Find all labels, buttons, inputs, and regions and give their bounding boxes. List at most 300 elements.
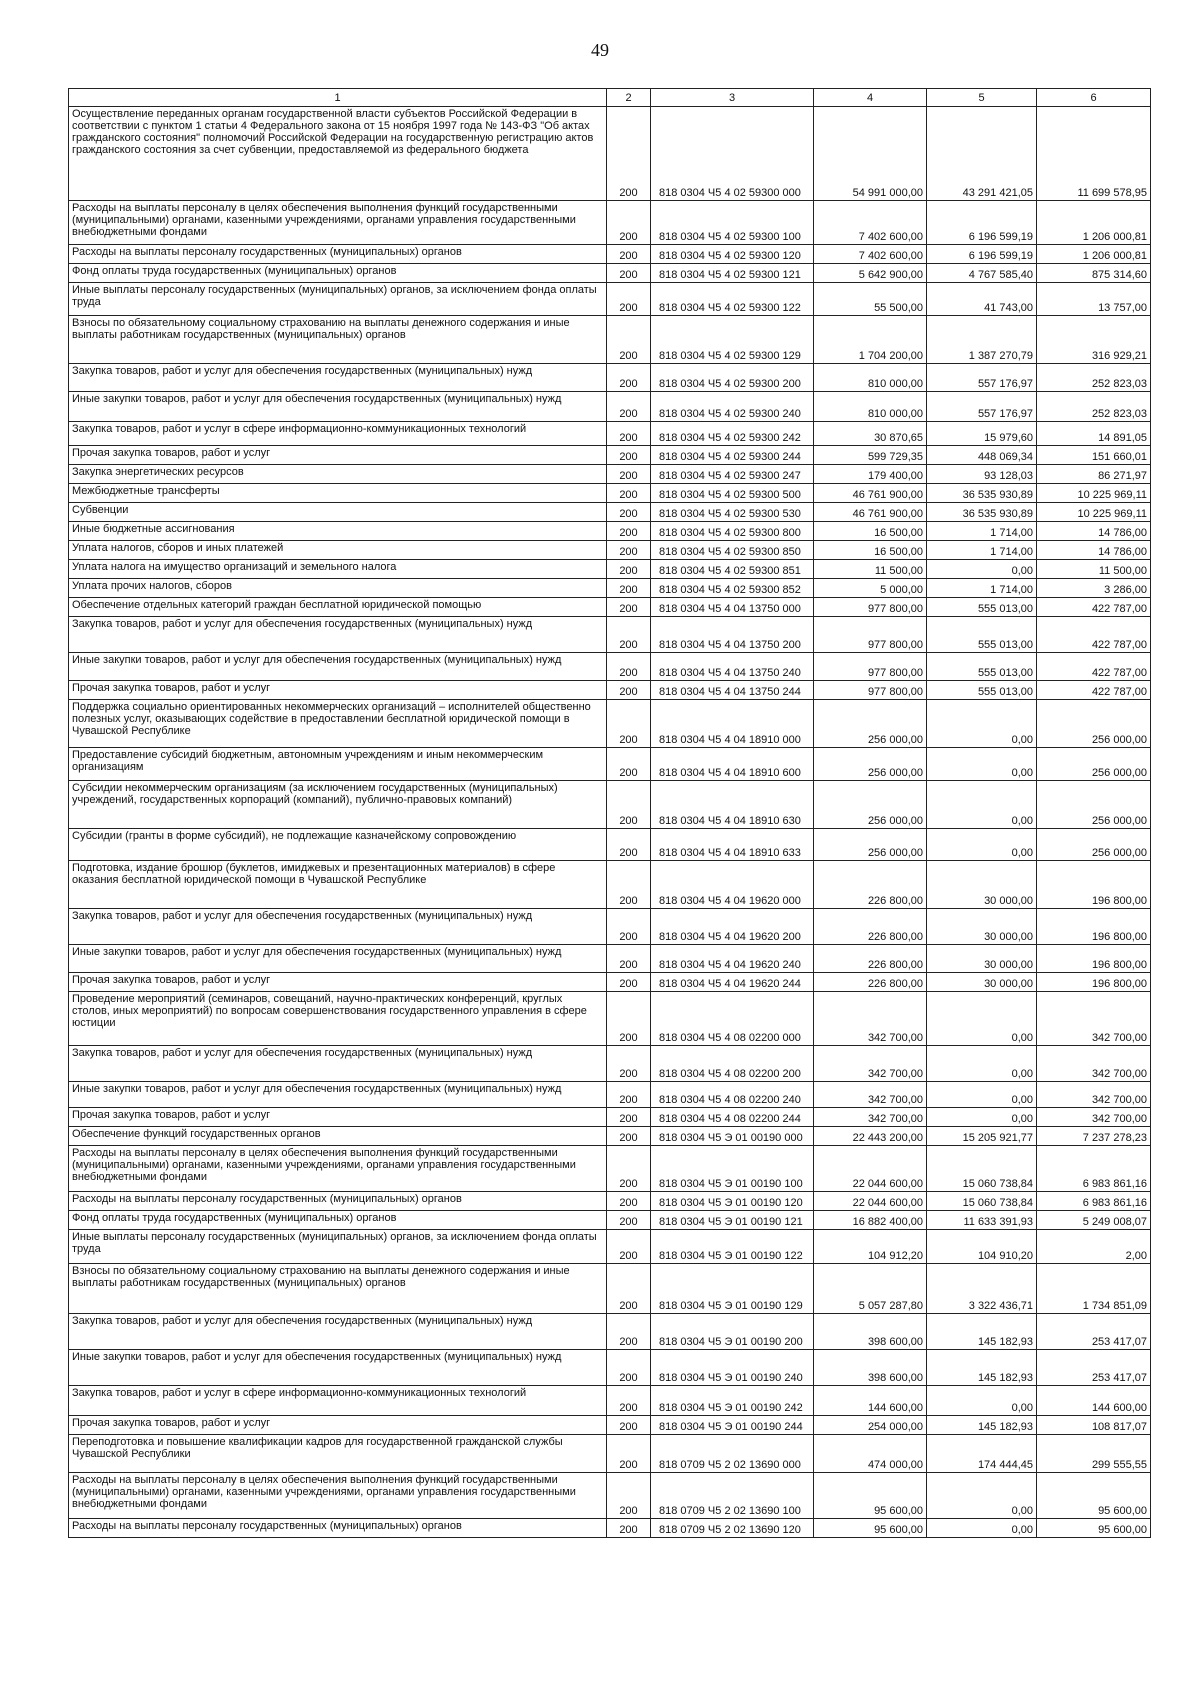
table-row: [69, 392, 1151, 422]
row-code-cell: 200: [607, 829, 651, 861]
row-name-cell: Иные выплаты персоналу государственных (муниципальных) органов, за исключением фонда оплаты труда: [69, 283, 607, 316]
row-code-cell: 200: [607, 617, 651, 653]
row-unexecuted-amount-cell: 196 800,00: [1037, 909, 1151, 945]
table-row: [69, 201, 1151, 245]
row-unexecuted-amount-cell: 14 786,00: [1037, 522, 1151, 541]
row-code-cell: 200: [607, 653, 651, 681]
row-name-cell: Поддержка социально ориентированных некоммерческих организаций – исполнителей общественно полезных услуг, оказывающих содействие в предоставлении бесплатной юридической помощи в Чувашской Республике: [69, 700, 607, 748]
row-executed-amount-cell: 93 128,03: [927, 465, 1037, 484]
row-kbk-cell: 818 0304 Ч5 Э 01 00190 120: [651, 1192, 814, 1211]
row-name-cell: Закупка товаров, работ и услуг для обеспечения государственных (муниципальных) нужд: [69, 364, 607, 392]
row-kbk-cell: 818 0304 Ч5 Э 01 00190 240: [651, 1350, 814, 1386]
row-kbk-cell: 818 0304 Ч5 Э 01 00190 000: [651, 1127, 814, 1146]
row-executed-amount-cell: 4 767 585,40: [927, 264, 1037, 283]
row-kbk-cell: 818 0304 Ч5 4 04 13750 240: [651, 653, 814, 681]
row-approved-amount-cell: 226 800,00: [814, 973, 927, 992]
row-kbk-cell: 818 0304 Ч5 4 08 02200 200: [651, 1046, 814, 1082]
row-code-cell: 200: [607, 364, 651, 392]
table-row: [69, 1264, 1151, 1314]
row-name-cell: Взносы по обязательному социальному страхованию на выплаты денежного содержания и иные выплаты работникам государственных (муниципальных) органов: [69, 316, 607, 364]
row-approved-amount-cell: 144 600,00: [814, 1386, 927, 1416]
row-unexecuted-amount-cell: 108 817,07: [1037, 1416, 1151, 1435]
row-approved-amount-cell: 7 402 600,00: [814, 201, 927, 245]
row-unexecuted-amount-cell: 5 249 008,07: [1037, 1211, 1151, 1230]
row-code-cell: 200: [607, 861, 651, 909]
header-row: [69, 89, 1151, 107]
row-approved-amount-cell: 5 057 287,80: [814, 1264, 927, 1314]
row-executed-amount-cell: 555 013,00: [927, 617, 1037, 653]
row-approved-amount-cell: 95 600,00: [814, 1473, 927, 1519]
row-name-cell: Предоставление субсидий бюджетным, автономным учреждениям и иным некоммерческим организациям: [69, 748, 607, 781]
row-executed-amount-cell: 0,00: [927, 1082, 1037, 1108]
row-code-cell: 200: [607, 748, 651, 781]
row-approved-amount-cell: 16 500,00: [814, 522, 927, 541]
row-approved-amount-cell: 342 700,00: [814, 1108, 927, 1127]
row-name-cell: Фонд оплаты труда государственных (муниципальных) органов: [69, 1211, 607, 1230]
row-kbk-cell: 818 0304 Ч5 4 04 13750 244: [651, 681, 814, 700]
row-code-cell: 200: [607, 446, 651, 465]
row-unexecuted-amount-cell: 256 000,00: [1037, 748, 1151, 781]
row-code-cell: 200: [607, 201, 651, 245]
row-kbk-cell: 818 0304 Ч5 4 02 59300 100: [651, 201, 814, 245]
row-unexecuted-amount-cell: 422 787,00: [1037, 653, 1151, 681]
row-code-cell: 200: [607, 579, 651, 598]
row-unexecuted-amount-cell: 11 500,00: [1037, 560, 1151, 579]
row-code-cell: 200: [607, 522, 651, 541]
row-name-cell: Прочая закупка товаров, работ и услуг: [69, 973, 607, 992]
row-code-cell: 200: [607, 945, 651, 973]
row-code-cell: 200: [607, 316, 651, 364]
row-unexecuted-amount-cell: 1 206 000,81: [1037, 201, 1151, 245]
row-approved-amount-cell: 254 000,00: [814, 1416, 927, 1435]
row-unexecuted-amount-cell: 2,00: [1037, 1230, 1151, 1264]
table-row: [69, 1146, 1151, 1192]
row-executed-amount-cell: 15 060 738,84: [927, 1146, 1037, 1192]
row-kbk-cell: 818 0304 Ч5 4 04 19620 240: [651, 945, 814, 973]
row-executed-amount-cell: 36 535 930,89: [927, 503, 1037, 522]
table-row: [69, 909, 1151, 945]
table-row: [69, 1519, 1151, 1538]
row-executed-amount-cell: 6 196 599,19: [927, 201, 1037, 245]
row-code-cell: 200: [607, 1350, 651, 1386]
row-approved-amount-cell: 256 000,00: [814, 748, 927, 781]
row-approved-amount-cell: 398 600,00: [814, 1314, 927, 1350]
row-name-cell: Расходы на выплаты персоналу государственных (муниципальных) органов: [69, 1519, 607, 1538]
row-name-cell: Закупка товаров, работ и услуг для обеспечения государственных (муниципальных) нужд: [69, 909, 607, 945]
row-unexecuted-amount-cell: 252 823,03: [1037, 364, 1151, 392]
row-approved-amount-cell: 16 882 400,00: [814, 1211, 927, 1230]
row-name-cell: Субсидии некоммерческим организациям (за исключением государственных (муниципальных) учреждений, государственных корпораций (компаний), публично-правовых компаний): [69, 781, 607, 829]
row-kbk-cell: 818 0304 Ч5 4 04 18910 000: [651, 700, 814, 748]
row-approved-amount-cell: 55 500,00: [814, 283, 927, 316]
row-approved-amount-cell: 226 800,00: [814, 945, 927, 973]
header-cell-3: 3: [651, 89, 814, 107]
table-row: [69, 316, 1151, 364]
row-executed-amount-cell: 30 000,00: [927, 973, 1037, 992]
row-code-cell: 200: [607, 107, 651, 201]
row-name-cell: Уплата прочих налогов, сборов: [69, 579, 607, 598]
row-executed-amount-cell: 0,00: [927, 1108, 1037, 1127]
table-row: [69, 1192, 1151, 1211]
row-unexecuted-amount-cell: 299 555,55: [1037, 1435, 1151, 1473]
row-code-cell: 200: [607, 1435, 651, 1473]
row-approved-amount-cell: 30 870,65: [814, 422, 927, 446]
row-kbk-cell: 818 0304 Ч5 4 04 19620 200: [651, 909, 814, 945]
row-approved-amount-cell: 54 991 000,00: [814, 107, 927, 201]
row-kbk-cell: 818 0709 Ч5 2 02 13690 100: [651, 1473, 814, 1519]
row-kbk-cell: 818 0304 Ч5 4 02 59300 121: [651, 264, 814, 283]
row-code-cell: 200: [607, 392, 651, 422]
row-unexecuted-amount-cell: 95 600,00: [1037, 1473, 1151, 1519]
row-unexecuted-amount-cell: 95 600,00: [1037, 1519, 1151, 1538]
table-body: [69, 107, 1151, 1538]
row-name-cell: Расходы на выплаты персоналу в целях обеспечения выполнения функций государственными (муниципальными) органами, казенными учреждениями, органами управления государственными внебюджетными фондами: [69, 201, 607, 245]
row-kbk-cell: 818 0304 Ч5 Э 01 00190 244: [651, 1416, 814, 1435]
row-name-cell: Прочая закупка товаров, работ и услуг: [69, 446, 607, 465]
row-kbk-cell: 818 0304 Ч5 4 02 59300 129: [651, 316, 814, 364]
header-cell-2: 2: [607, 89, 651, 107]
table-row: [69, 700, 1151, 748]
row-unexecuted-amount-cell: 256 000,00: [1037, 700, 1151, 748]
row-approved-amount-cell: 104 912,20: [814, 1230, 927, 1264]
row-approved-amount-cell: 256 000,00: [814, 781, 927, 829]
row-approved-amount-cell: 1 704 200,00: [814, 316, 927, 364]
table-row: [69, 653, 1151, 681]
table-row: [69, 945, 1151, 973]
table-row: [69, 1314, 1151, 1350]
row-code-cell: 200: [607, 1127, 651, 1146]
row-name-cell: Закупка товаров, работ и услуг для обеспечения государственных (муниципальных) нужд: [69, 617, 607, 653]
row-unexecuted-amount-cell: 875 314,60: [1037, 264, 1151, 283]
row-executed-amount-cell: 3 322 436,71: [927, 1264, 1037, 1314]
row-name-cell: Закупка товаров, работ и услуг в сфере информационно-коммуникационных технологий: [69, 422, 607, 446]
table-row: [69, 1082, 1151, 1108]
header-cell-6: 6: [1037, 89, 1151, 107]
row-code-cell: 200: [607, 992, 651, 1046]
table-row: [69, 1386, 1151, 1416]
row-code-cell: 200: [607, 1046, 651, 1082]
row-kbk-cell: 818 0304 Ч5 4 02 59300 120: [651, 245, 814, 264]
row-executed-amount-cell: 0,00: [927, 560, 1037, 579]
row-approved-amount-cell: 599 729,35: [814, 446, 927, 465]
row-approved-amount-cell: 226 800,00: [814, 909, 927, 945]
table-row: [69, 1211, 1151, 1230]
row-code-cell: 200: [607, 1473, 651, 1519]
row-unexecuted-amount-cell: 256 000,00: [1037, 781, 1151, 829]
row-code-cell: 200: [607, 1192, 651, 1211]
row-executed-amount-cell: 0,00: [927, 700, 1037, 748]
row-code-cell: 200: [607, 1082, 651, 1108]
row-executed-amount-cell: 0,00: [927, 781, 1037, 829]
table-row: [69, 992, 1151, 1046]
row-code-cell: 200: [607, 1519, 651, 1538]
row-kbk-cell: 818 0304 Ч5 4 02 59300 850: [651, 541, 814, 560]
table-row: [69, 522, 1151, 541]
row-executed-amount-cell: 6 196 599,19: [927, 245, 1037, 264]
row-code-cell: 200: [607, 1314, 651, 1350]
row-approved-amount-cell: 256 000,00: [814, 700, 927, 748]
row-code-cell: 200: [607, 465, 651, 484]
row-unexecuted-amount-cell: 1 206 000,81: [1037, 245, 1151, 264]
row-unexecuted-amount-cell: 342 700,00: [1037, 1108, 1151, 1127]
row-kbk-cell: 818 0709 Ч5 2 02 13690 120: [651, 1519, 814, 1538]
row-unexecuted-amount-cell: 342 700,00: [1037, 1046, 1151, 1082]
row-approved-amount-cell: 46 761 900,00: [814, 484, 927, 503]
row-approved-amount-cell: 11 500,00: [814, 560, 927, 579]
row-name-cell: Иные закупки товаров, работ и услуг для обеспечения государственных (муниципальных) нужд: [69, 945, 607, 973]
row-executed-amount-cell: 15 979,60: [927, 422, 1037, 446]
row-name-cell: Расходы на выплаты персоналу государственных (муниципальных) органов: [69, 1192, 607, 1211]
row-kbk-cell: 818 0304 Ч5 Э 01 00190 121: [651, 1211, 814, 1230]
row-unexecuted-amount-cell: 13 757,00: [1037, 283, 1151, 316]
table-row: [69, 1230, 1151, 1264]
row-kbk-cell: 818 0304 Ч5 4 04 18910 630: [651, 781, 814, 829]
row-executed-amount-cell: 555 013,00: [927, 681, 1037, 700]
row-executed-amount-cell: 145 182,93: [927, 1350, 1037, 1386]
row-unexecuted-amount-cell: 10 225 969,11: [1037, 484, 1151, 503]
row-approved-amount-cell: 977 800,00: [814, 598, 927, 617]
table-row: [69, 579, 1151, 598]
row-kbk-cell: 818 0304 Ч5 4 02 59300 852: [651, 579, 814, 598]
row-executed-amount-cell: 0,00: [927, 992, 1037, 1046]
row-kbk-cell: 818 0304 Ч5 4 08 02200 240: [651, 1082, 814, 1108]
row-executed-amount-cell: 448 069,34: [927, 446, 1037, 465]
row-unexecuted-amount-cell: 6 983 861,16: [1037, 1146, 1151, 1192]
row-executed-amount-cell: 1 714,00: [927, 522, 1037, 541]
row-name-cell: Иные выплаты персоналу государственных (муниципальных) органов, за исключением фонда оплаты труда: [69, 1230, 607, 1264]
row-name-cell: Иные бюджетные ассигнования: [69, 522, 607, 541]
row-name-cell: Фонд оплаты труда государственных (муниципальных) органов: [69, 264, 607, 283]
row-executed-amount-cell: 557 176,97: [927, 364, 1037, 392]
row-kbk-cell: 818 0304 Ч5 4 04 13750 000: [651, 598, 814, 617]
table-row: [69, 973, 1151, 992]
row-unexecuted-amount-cell: 256 000,00: [1037, 829, 1151, 861]
row-name-cell: Взносы по обязательному социальному страхованию на выплаты денежного содержания и иные выплаты работникам государственных (муниципальных) органов: [69, 1264, 607, 1314]
table-row: [69, 748, 1151, 781]
header-cell-1: 1: [69, 89, 607, 107]
row-unexecuted-amount-cell: 316 929,21: [1037, 316, 1151, 364]
row-name-cell: Прочая закупка товаров, работ и услуг: [69, 1108, 607, 1127]
row-unexecuted-amount-cell: 422 787,00: [1037, 681, 1151, 700]
row-approved-amount-cell: 5 642 900,00: [814, 264, 927, 283]
row-name-cell: Закупка энергетических ресурсов: [69, 465, 607, 484]
row-name-cell: Расходы на выплаты персоналу в целях обеспечения выполнения функций государственными (муниципальными) органами, казенными учреждениями, органами управления государственными внебюджетными фондами: [69, 1473, 607, 1519]
row-name-cell: Уплата налогов, сборов и иных платежей: [69, 541, 607, 560]
row-executed-amount-cell: 1 714,00: [927, 579, 1037, 598]
row-code-cell: 200: [607, 541, 651, 560]
row-unexecuted-amount-cell: 14 891,05: [1037, 422, 1151, 446]
row-unexecuted-amount-cell: 1 734 851,09: [1037, 1264, 1151, 1314]
row-executed-amount-cell: 0,00: [927, 1473, 1037, 1519]
row-name-cell: Прочая закупка товаров, работ и услуг: [69, 1416, 607, 1435]
row-executed-amount-cell: 555 013,00: [927, 598, 1037, 617]
table-row: [69, 107, 1151, 201]
table-row: [69, 541, 1151, 560]
row-kbk-cell: 818 0304 Ч5 Э 01 00190 100: [651, 1146, 814, 1192]
row-executed-amount-cell: 0,00: [927, 1386, 1037, 1416]
row-code-cell: 200: [607, 973, 651, 992]
table-row: [69, 617, 1151, 653]
table-row: [69, 245, 1151, 264]
row-kbk-cell: 818 0304 Ч5 Э 01 00190 242: [651, 1386, 814, 1416]
row-executed-amount-cell: 30 000,00: [927, 909, 1037, 945]
row-kbk-cell: 818 0709 Ч5 2 02 13690 000: [651, 1435, 814, 1473]
row-unexecuted-amount-cell: 253 417,07: [1037, 1350, 1151, 1386]
row-unexecuted-amount-cell: 7 237 278,23: [1037, 1127, 1151, 1146]
header-cell-5: 5: [927, 89, 1037, 107]
row-name-cell: Проведение мероприятий (семинаров, совещаний, научно-практических конференций, круглых столов, иных мероприятий) по вопросам совершенствования государственного управления в сфере юстиции: [69, 992, 607, 1046]
row-code-cell: 200: [607, 598, 651, 617]
row-unexecuted-amount-cell: 144 600,00: [1037, 1386, 1151, 1416]
table-row: [69, 446, 1151, 465]
table-row: [69, 681, 1151, 700]
row-kbk-cell: 818 0304 Ч5 4 04 19620 244: [651, 973, 814, 992]
row-approved-amount-cell: 810 000,00: [814, 364, 927, 392]
row-name-cell: Расходы на выплаты персоналу в целях обеспечения выполнения функций государственными (муниципальными) органами, казенными учреждениями, органами управления государственными внебюджетными фондами: [69, 1146, 607, 1192]
row-code-cell: 200: [607, 283, 651, 316]
row-approved-amount-cell: 16 500,00: [814, 541, 927, 560]
header-cell-4: 4: [814, 89, 927, 107]
row-approved-amount-cell: 22 044 600,00: [814, 1146, 927, 1192]
row-kbk-cell: 818 0304 Ч5 4 02 59300 000: [651, 107, 814, 201]
row-executed-amount-cell: 11 633 391,93: [927, 1211, 1037, 1230]
table-row: [69, 283, 1151, 316]
row-name-cell: Подготовка, издание брошюр (буклетов, имиджевых и презентационных материалов) в сфере оказания бесплатной юридической помощи в Чувашской Республике: [69, 861, 607, 909]
row-kbk-cell: 818 0304 Ч5 4 02 59300 247: [651, 465, 814, 484]
row-kbk-cell: 818 0304 Ч5 Э 01 00190 122: [651, 1230, 814, 1264]
row-code-cell: 200: [607, 1386, 651, 1416]
row-kbk-cell: 818 0304 Ч5 4 02 59300 200: [651, 364, 814, 392]
table-row: [69, 1416, 1151, 1435]
row-code-cell: 200: [607, 1146, 651, 1192]
row-code-cell: 200: [607, 503, 651, 522]
row-kbk-cell: 818 0304 Ч5 4 04 18910 633: [651, 829, 814, 861]
row-code-cell: 200: [607, 245, 651, 264]
row-code-cell: 200: [607, 781, 651, 829]
row-approved-amount-cell: 226 800,00: [814, 861, 927, 909]
row-kbk-cell: 818 0304 Ч5 4 08 02200 000: [651, 992, 814, 1046]
row-approved-amount-cell: 977 800,00: [814, 681, 927, 700]
row-executed-amount-cell: 555 013,00: [927, 653, 1037, 681]
row-approved-amount-cell: 95 600,00: [814, 1519, 927, 1538]
budget-table-container: [68, 88, 1150, 1538]
row-name-cell: Иные закупки товаров, работ и услуг для обеспечения государственных (муниципальных) нужд: [69, 1082, 607, 1108]
row-unexecuted-amount-cell: 6 983 861,16: [1037, 1192, 1151, 1211]
row-executed-amount-cell: 0,00: [927, 1519, 1037, 1538]
row-executed-amount-cell: 174 444,45: [927, 1435, 1037, 1473]
row-unexecuted-amount-cell: 86 271,97: [1037, 465, 1151, 484]
row-approved-amount-cell: 474 000,00: [814, 1435, 927, 1473]
row-name-cell: Иные закупки товаров, работ и услуг для обеспечения государственных (муниципальных) нужд: [69, 653, 607, 681]
row-code-cell: 200: [607, 681, 651, 700]
row-kbk-cell: 818 0304 Ч5 Э 01 00190 129: [651, 1264, 814, 1314]
table-row: [69, 1127, 1151, 1146]
row-code-cell: 200: [607, 422, 651, 446]
table-row: [69, 465, 1151, 484]
row-approved-amount-cell: 22 044 600,00: [814, 1192, 927, 1211]
row-unexecuted-amount-cell: 14 786,00: [1037, 541, 1151, 560]
row-code-cell: 200: [607, 909, 651, 945]
row-approved-amount-cell: 977 800,00: [814, 653, 927, 681]
row-executed-amount-cell: 15 060 738,84: [927, 1192, 1037, 1211]
row-name-cell: Обеспечение отдельных категорий граждан бесплатной юридической помощью: [69, 598, 607, 617]
row-executed-amount-cell: 15 205 921,77: [927, 1127, 1037, 1146]
row-name-cell: Переподготовка и повышение квалификации кадров для государственной гражданской службы Чувашской Республики: [69, 1435, 607, 1473]
row-approved-amount-cell: 5 000,00: [814, 579, 927, 598]
row-code-cell: 200: [607, 1108, 651, 1127]
row-unexecuted-amount-cell: 3 286,00: [1037, 579, 1151, 598]
row-code-cell: 200: [607, 1211, 651, 1230]
row-unexecuted-amount-cell: 196 800,00: [1037, 945, 1151, 973]
row-unexecuted-amount-cell: 196 800,00: [1037, 973, 1151, 992]
table-row: [69, 1473, 1151, 1519]
table-row: [69, 1046, 1151, 1082]
row-executed-amount-cell: 145 182,93: [927, 1314, 1037, 1350]
row-executed-amount-cell: 145 182,93: [927, 1416, 1037, 1435]
table-row: [69, 364, 1151, 392]
row-kbk-cell: 818 0304 Ч5 4 02 59300 244: [651, 446, 814, 465]
row-kbk-cell: 818 0304 Ч5 4 04 13750 200: [651, 617, 814, 653]
row-unexecuted-amount-cell: 11 699 578,95: [1037, 107, 1151, 201]
row-executed-amount-cell: 43 291 421,05: [927, 107, 1037, 201]
row-unexecuted-amount-cell: 342 700,00: [1037, 1082, 1151, 1108]
row-name-cell: Иные закупки товаров, работ и услуг для обеспечения государственных (муниципальных) нужд: [69, 1350, 607, 1386]
row-executed-amount-cell: 557 176,97: [927, 392, 1037, 422]
table-row: [69, 264, 1151, 283]
row-executed-amount-cell: 1 387 270,79: [927, 316, 1037, 364]
row-name-cell: Иные закупки товаров, работ и услуг для обеспечения государственных (муниципальных) нужд: [69, 392, 607, 422]
table-row: [69, 1435, 1151, 1473]
table-row: [69, 503, 1151, 522]
row-approved-amount-cell: 179 400,00: [814, 465, 927, 484]
row-name-cell: Субвенции: [69, 503, 607, 522]
row-approved-amount-cell: 342 700,00: [814, 1082, 927, 1108]
row-executed-amount-cell: 41 743,00: [927, 283, 1037, 316]
table-row: [69, 861, 1151, 909]
row-approved-amount-cell: 810 000,00: [814, 392, 927, 422]
row-executed-amount-cell: 30 000,00: [927, 945, 1037, 973]
row-name-cell: Прочая закупка товаров, работ и услуг: [69, 681, 607, 700]
table-row: [69, 1350, 1151, 1386]
row-kbk-cell: 818 0304 Ч5 4 08 02200 244: [651, 1108, 814, 1127]
row-executed-amount-cell: 1 714,00: [927, 541, 1037, 560]
row-unexecuted-amount-cell: 10 225 969,11: [1037, 503, 1151, 522]
row-name-cell: Расходы на выплаты персоналу государственных (муниципальных) органов: [69, 245, 607, 264]
row-code-cell: 200: [607, 264, 651, 283]
budget-execution-table: [68, 88, 1151, 1538]
row-unexecuted-amount-cell: 422 787,00: [1037, 598, 1151, 617]
row-executed-amount-cell: 0,00: [927, 1046, 1037, 1082]
row-kbk-cell: 818 0304 Ч5 4 02 59300 530: [651, 503, 814, 522]
row-name-cell: Субсидии (гранты в форме субсидий), не подлежащие казначейскому сопровождению: [69, 829, 607, 861]
row-unexecuted-amount-cell: 252 823,03: [1037, 392, 1151, 422]
row-name-cell: Осуществление переданных органам государственной власти субъектов Российской Федерации в соответствии с пунктом 1 статьи 4 Федерального закона от 15 ноября 1997 года № 143-ФЗ "Об актах гражданского состояния" полномочий Российской Федерации на государственную регистрацию актов гражданского состояния за счет субвенции, предоставляемой из федерального бюджета: [69, 107, 607, 201]
table-row: [69, 484, 1151, 503]
row-name-cell: Закупка товаров, работ и услуг в сфере информационно-коммуникационных технологий: [69, 1386, 607, 1416]
row-kbk-cell: 818 0304 Ч5 4 02 59300 242: [651, 422, 814, 446]
row-code-cell: 200: [607, 560, 651, 579]
row-code-cell: 200: [607, 1230, 651, 1264]
row-code-cell: 200: [607, 484, 651, 503]
row-executed-amount-cell: 0,00: [927, 829, 1037, 861]
row-name-cell: Закупка товаров, работ и услуг для обеспечения государственных (муниципальных) нужд: [69, 1046, 607, 1082]
row-kbk-cell: 818 0304 Ч5 4 04 19620 000: [651, 861, 814, 909]
row-approved-amount-cell: 342 700,00: [814, 1046, 927, 1082]
row-kbk-cell: 818 0304 Ч5 4 02 59300 240: [651, 392, 814, 422]
row-kbk-cell: 818 0304 Ч5 4 02 59300 800: [651, 522, 814, 541]
row-unexecuted-amount-cell: 151 660,01: [1037, 446, 1151, 465]
table-row: [69, 781, 1151, 829]
